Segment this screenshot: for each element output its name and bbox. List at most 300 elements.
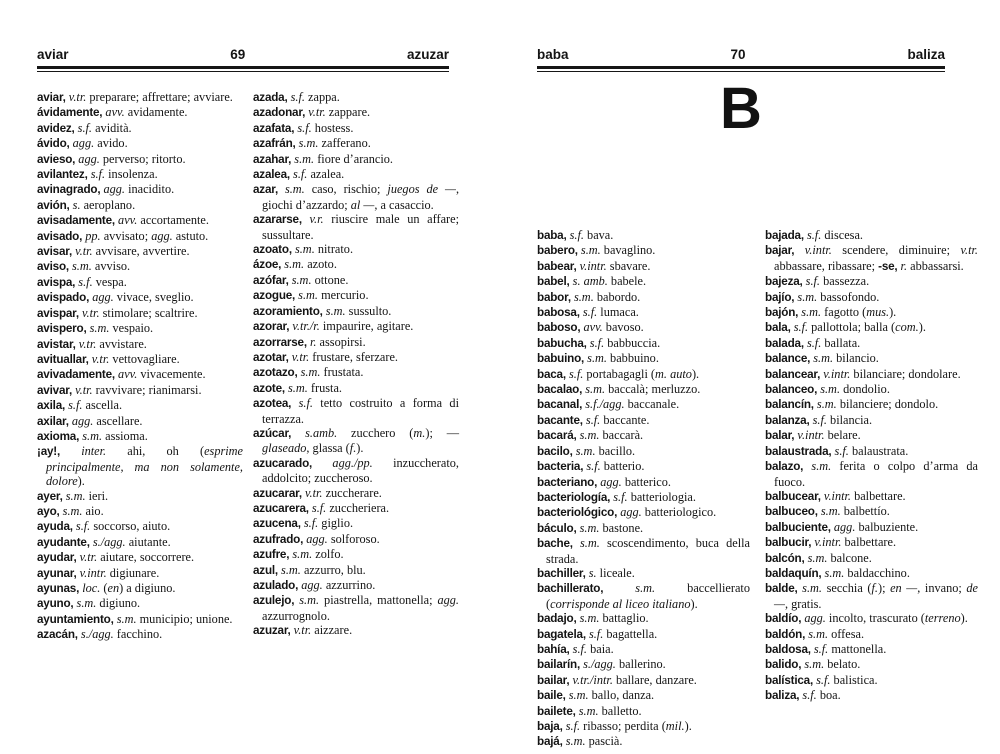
dictionary-entry — [253, 456, 459, 486]
dictionary-entry — [537, 611, 750, 626]
running-head-left-page — [37, 47, 449, 62]
entry-grammar-label: s.f. — [831, 443, 849, 458]
dictionary-entry — [37, 504, 243, 519]
entry-headword: bajar, — [765, 244, 795, 258]
entry-headword: azucarar, — [253, 486, 302, 500]
entry-grammar-label: v.r. — [301, 212, 324, 227]
entry-grammar-label: s.m. — [817, 382, 841, 397]
entry-grammar-label: s.m. — [291, 242, 315, 257]
entry-definition: vespa. — [92, 274, 127, 289]
dictionary-entry — [253, 623, 459, 638]
entry-headword: bala, — [765, 321, 791, 335]
dictionary-entry — [37, 121, 243, 136]
entry-headword: ázoe, — [253, 258, 282, 272]
entry-grammar-label: s.f. — [813, 672, 831, 687]
entry-definition: babbuccia. — [604, 335, 661, 350]
entry-grammar-label: agg. — [830, 519, 856, 534]
entry-grammar-label: s.m. — [805, 626, 829, 641]
dictionary-entry — [537, 413, 750, 428]
dictionary-entry — [537, 673, 750, 688]
entry-grammar-label: s. — [69, 197, 81, 212]
dictionary-entry — [537, 305, 750, 320]
entry-headword: avieso, — [37, 152, 76, 166]
entry-grammar-label: m. — [413, 425, 426, 440]
entry-grammar-label: s.f. — [583, 459, 601, 474]
entry-definition: aeroplano. — [80, 197, 136, 212]
entry-grammar-label: s.m. — [294, 593, 320, 608]
entry-definition: inzuccherato, addolcito; zuccheroso. — [262, 455, 459, 486]
entry-headword: azorrarse, — [253, 335, 307, 349]
entry-headword: avidez, — [37, 121, 75, 135]
entry-headword: balazo, — [765, 460, 804, 474]
entry-headword: azúcar, — [253, 426, 292, 440]
entry-headword: balance, — [765, 352, 811, 366]
entry-definition: ). — [918, 320, 926, 335]
entry-definition: ); — — [425, 425, 459, 440]
dictionary-entry — [537, 627, 750, 642]
dictionary-entry — [253, 242, 459, 257]
entry-grammar-label: s.f. — [562, 719, 581, 733]
entry-definition: bilancia. — [826, 412, 873, 427]
entry-headword: axilar, — [37, 414, 69, 428]
entry-definition: solforoso. — [327, 531, 380, 546]
dictionary-entry — [537, 259, 750, 274]
entry-grammar-label: s.m. — [803, 459, 832, 474]
entry-headword: azotar, — [253, 350, 289, 364]
entry-grammar-label: f. — [871, 581, 878, 596]
entry-definition: avviso. — [91, 259, 131, 274]
dictionary-entry — [537, 581, 750, 611]
dictionary-entry — [537, 734, 750, 749]
entry-definition: vivace, sveglio. — [113, 290, 194, 305]
entry-headword: balido, — [765, 658, 802, 672]
entry-definition: zolfo. — [312, 547, 344, 562]
entry-grammar-label: v.tr. — [960, 243, 978, 258]
header-double-rule — [37, 66, 449, 72]
entry-definition: municipio; unione. — [136, 611, 233, 626]
entry-definition: ferita o colpo d’arma da fuoco. — [774, 459, 978, 489]
dictionary-entry — [253, 563, 459, 578]
entry-grammar-label: agg. — [100, 182, 125, 197]
entry-grammar-label: s.f. — [803, 335, 822, 350]
entry-definition: hostess. — [311, 120, 354, 135]
entry-definition: ); — [877, 581, 891, 596]
entry-headword: ayudante, — [37, 535, 90, 549]
entry-grammar-label: agg. — [89, 290, 114, 305]
entry-grammar-label: agg. — [303, 531, 328, 546]
entry-headword: azufre, — [253, 548, 290, 562]
dictionary-entry — [37, 383, 243, 398]
entry-headword: azogue, — [253, 289, 296, 303]
entry-definition: avvisare, avvertire. — [92, 244, 190, 259]
entry-definition: avidamente. — [124, 105, 188, 120]
dictionary-entry — [37, 105, 243, 120]
entry-grammar-label: agg. — [298, 578, 323, 592]
entry-headword: ayunas, — [37, 582, 80, 595]
entry-definition: babordo. — [593, 289, 641, 304]
entry-definition: baccellierato ( — [546, 581, 750, 611]
entry-headword: azotazo, — [253, 366, 298, 380]
entry-definition: zuccheriera. — [326, 500, 390, 515]
dictionary-entry — [37, 275, 243, 290]
entry-headword: bache, — [537, 537, 573, 551]
dictionary-entry — [765, 611, 978, 626]
entry-grammar-label: al — — [350, 197, 375, 212]
entry-headword: azada, — [253, 91, 288, 104]
entry-definition: vettovagliare. — [109, 351, 180, 366]
entry-definition: inacidito. — [125, 182, 175, 197]
dictionary-entry — [37, 489, 243, 504]
dictionary-entry — [253, 136, 459, 151]
dictionary-entry — [765, 581, 978, 611]
entry-definition: balaustrata. — [848, 443, 909, 458]
entry-headword: babero, — [537, 244, 578, 258]
column-2 — [765, 228, 978, 750]
dictionary-entry — [37, 581, 243, 596]
entry-headword: baldón, — [765, 627, 806, 641]
entry-grammar-label: s.m. — [565, 688, 589, 703]
entry-headword: bailar, — [537, 673, 570, 687]
dictionary-entry — [765, 535, 978, 550]
dictionary-entry — [37, 259, 243, 274]
dictionary-entry — [253, 257, 459, 272]
entry-grammar-label: s.m. — [576, 520, 600, 535]
entry-grammar-label: s./agg. — [89, 534, 126, 549]
entry-grammar-label: s.m. — [289, 547, 313, 562]
entry-grammar-label: s.m. — [813, 397, 837, 412]
entry-definition: belare. — [824, 428, 861, 443]
dictionary-entry — [37, 612, 243, 627]
entry-grammar-label: v.tr. — [75, 336, 97, 351]
entry-grammar-label: avv. — [114, 213, 138, 228]
entry-grammar-label: avv. — [580, 320, 603, 335]
entry-definition: ribasso; perdita ( — [580, 719, 666, 733]
entry-grammar-label: agg./pp. — [312, 455, 373, 470]
entry-headword: avivar, — [37, 383, 72, 397]
entry-definition: dondolio. — [840, 382, 890, 397]
entry-definition: zappare. — [325, 105, 371, 120]
entry-headword: báculo, — [537, 521, 577, 535]
entry-definition: balbettare. — [851, 488, 906, 503]
dictionary-entry — [765, 336, 978, 351]
entry-grammar-label: s.m. — [73, 596, 97, 611]
section-letter-heading: B — [720, 76, 762, 141]
dictionary-entry — [253, 532, 459, 547]
entry-definition: ottone. — [311, 272, 349, 287]
entry-definition: offesa. — [828, 626, 865, 641]
entry-definition: balletto. — [598, 703, 642, 718]
entry-definition: belato. — [824, 657, 861, 672]
entry-definition: bilanciere; dondolo. — [836, 397, 939, 412]
entry-grammar-label: v.intr. — [576, 258, 607, 273]
entry-headword: avispado, — [37, 291, 90, 305]
entry-definition: , glassa ( — [306, 441, 350, 456]
entry-headword: balbucir, — [765, 536, 812, 550]
entry-definition: boa. — [816, 688, 841, 703]
entry-headword: bacteriología, — [537, 490, 611, 504]
entry-headword: azulejo, — [253, 594, 295, 608]
dictionary-entry — [537, 320, 750, 335]
dictionary-entry — [537, 290, 750, 305]
entry-definition: baccante. — [600, 412, 650, 427]
dictionary-entry — [765, 489, 978, 504]
dictionary-entry — [37, 321, 243, 336]
entry-headword: ávido, — [37, 137, 70, 151]
entry-definition: ). — [691, 366, 700, 381]
dictionary-entry — [765, 413, 978, 428]
entry-definition: baccanale. — [624, 397, 680, 412]
entry-headword: balbucear, — [765, 489, 821, 503]
entry-grammar-label: v.intr. — [794, 243, 832, 258]
entry-grammar-label: terreno — [924, 611, 961, 626]
dictionary-entry — [37, 566, 243, 581]
entry-definition: , invano; — [917, 581, 967, 596]
entry-grammar-label: agg. — [597, 474, 622, 489]
dictionary-entry — [37, 367, 243, 382]
entry-definition: zappa. — [304, 90, 340, 104]
dictionary-entry — [253, 212, 459, 242]
entry-headword: axioma, — [37, 429, 80, 443]
entry-headword: avilantez, — [37, 168, 88, 182]
dictionary-entry — [253, 547, 459, 562]
dictionary-entry — [765, 657, 978, 672]
dictionary-entry — [253, 396, 459, 426]
entry-definition: baia. — [587, 641, 614, 656]
entry-grammar-label: mil. — [665, 719, 685, 733]
page-70 — [537, 0, 977, 754]
entry-headword: aviso, — [37, 260, 69, 274]
entry-headword: ¡ay!, — [37, 445, 61, 459]
entry-definition: baccarà. — [599, 428, 644, 443]
entry-definition: batterico. — [621, 474, 671, 489]
entry-definition: bastone. — [599, 520, 644, 535]
entry-grammar-label: s.m. — [804, 550, 828, 565]
entry-definition: incolto, trascurato ( — [825, 611, 925, 626]
entry-definition: , a casaccio. — [374, 197, 434, 212]
dictionary-entry — [765, 274, 978, 289]
entry-grammar-label: v.tr./intr. — [569, 672, 613, 687]
entry-headword: avispa, — [37, 275, 76, 289]
entry-grammar-label: inter. — [60, 444, 107, 459]
page-number: 69 — [230, 47, 246, 62]
entry-definition: ). — [889, 305, 897, 320]
entry-grammar-label: s./agg. — [580, 657, 616, 672]
dictionary-entry — [537, 243, 750, 258]
dictionary-entry — [765, 290, 978, 305]
entry-grammar-label: s.m. — [797, 581, 822, 596]
entry-grammar-label: s.f. — [579, 305, 598, 320]
entry-grammar-label: s.m. — [801, 657, 825, 672]
entry-grammar-label: s.m. — [86, 321, 110, 336]
dictionary-entry — [765, 444, 978, 459]
column-1 — [537, 228, 750, 750]
entry-grammar-label: en — [107, 581, 120, 595]
entry-definition: ballata. — [821, 335, 861, 350]
dictionary-entry — [537, 382, 750, 397]
entry-grammar-label: s.m. — [570, 289, 594, 304]
entry-grammar-label: s.m. — [794, 289, 818, 304]
entry-grammar-label: agg. — [617, 505, 642, 520]
dictionary-entry — [37, 198, 243, 213]
entry-definition: balbuziente. — [855, 519, 919, 534]
entry-grammar-label: s.m. — [576, 428, 600, 443]
dictionary-entry — [537, 428, 750, 443]
dictionary-entry — [37, 337, 243, 352]
entry-definition: stimolare; scaltrire. — [99, 305, 198, 320]
entry-grammar-label: s.f. — [803, 228, 822, 242]
entry-definition: zucchero ( — [337, 425, 414, 440]
entry-definition: zuccherare. — [322, 485, 382, 500]
entry-definition: insolenza. — [105, 167, 158, 182]
entry-headword: ayo, — [37, 504, 60, 518]
entry-definition: , gratis. — [784, 596, 822, 611]
entry-definition: ballare, danzare. — [612, 672, 697, 687]
entry-definition: digiunare. — [106, 565, 160, 580]
dictionary-entry — [765, 428, 978, 443]
entry-grammar-label: en — — [890, 581, 918, 596]
entry-headword: azote, — [253, 381, 285, 395]
entry-headword: bajío, — [765, 290, 795, 304]
entry-grammar-label: avv. — [102, 105, 125, 120]
dictionary-entry — [37, 213, 243, 228]
dictionary-entry — [253, 426, 459, 456]
entry-headword: balbuciente, — [765, 520, 831, 534]
entry-headword: bacteriano, — [537, 475, 598, 489]
entry-definition: mercurio. — [318, 288, 369, 303]
entry-grammar-label: loc. — [79, 581, 101, 595]
dictionary-entry — [765, 243, 978, 274]
entry-headword: bagatela, — [537, 627, 586, 641]
entry-definition: mattonella. — [828, 641, 887, 656]
dictionary-entry — [537, 274, 750, 289]
entry-grammar-label: s.m. — [577, 243, 601, 258]
entry-definition: avidità. — [92, 120, 132, 135]
guide-word-first: baba — [537, 47, 569, 62]
entry-grammar-label: v.tr. — [88, 351, 110, 366]
entry-definition: balbettío. — [840, 504, 890, 519]
entry-grammar-label: s.m. — [113, 611, 137, 626]
dictionary-entry — [253, 182, 459, 212]
entry-headword: azufrado, — [253, 532, 304, 546]
entry-headword: bacteriológico, — [537, 506, 618, 520]
entry-grammar-label: s.m. — [68, 259, 92, 274]
entry-definition: pallottola; balla ( — [808, 320, 896, 335]
entry-headword: bailete, — [537, 704, 576, 718]
entry-grammar-label: agg. — [75, 151, 100, 166]
entry-grammar-label: corrisponde al liceo italiano — [550, 596, 691, 611]
entry-definition: azalea. — [307, 167, 345, 182]
entry-grammar-label: s.m. — [603, 581, 656, 596]
dictionary-entry — [765, 228, 978, 243]
entry-headword: baboso, — [537, 321, 581, 335]
entry-headword: azotea, — [253, 397, 292, 411]
entry-headword: balística, — [765, 673, 814, 687]
entry-grammar-label: s.f. — [790, 320, 809, 335]
entry-grammar-label: s.m. — [576, 611, 600, 626]
dictionary-entry — [253, 304, 459, 319]
entry-grammar-label: v.tr. — [72, 244, 93, 259]
dictionary-entry — [253, 486, 459, 501]
entry-headword: baldosa, — [765, 642, 811, 656]
entry-definition: tetto costruito a forma di terrazza. — [262, 396, 459, 426]
entry-grammar-label: s.m. — [297, 365, 321, 380]
entry-grammar-label: s.m. — [810, 351, 834, 366]
entry-headword: azófar, — [253, 273, 289, 287]
guide-word-last: azuzar — [406, 47, 449, 62]
entry-headword: avispero, — [37, 322, 87, 336]
entry-grammar-label: glaseado — [262, 441, 307, 456]
dictionary-entry — [765, 566, 978, 581]
entry-grammar-label: agg. — [69, 136, 95, 151]
entry-grammar-label: v.tr. — [72, 382, 93, 397]
entry-headword: baca, — [537, 367, 566, 381]
dictionary-entry — [537, 536, 750, 566]
entry-headword: balancín, — [765, 398, 814, 412]
entry-definition: avido. — [94, 136, 128, 151]
entry-headword: ayuno, — [37, 597, 74, 611]
entry-headword: balancear, — [765, 367, 821, 381]
entry-grammar-label: v.tr. — [78, 305, 100, 320]
entry-headword: balbuceo, — [765, 505, 818, 519]
entry-headword: baldío, — [765, 612, 802, 626]
entry-grammar-label: mus. — [866, 305, 890, 320]
entry-grammar-label: s.m. — [798, 305, 822, 320]
entry-definition: azzurrognolo. — [262, 608, 330, 623]
dictionary-entry — [37, 306, 243, 321]
page-number: 70 — [730, 47, 746, 62]
entry-grammar-label: s.m. — [572, 443, 596, 458]
dictionary-entry — [765, 673, 978, 688]
entry-grammar-label: f. — [349, 441, 357, 456]
dictionary-entry — [537, 657, 750, 672]
entry-grammar-label: s.m. — [821, 565, 845, 580]
entry-definition: avvistare. — [96, 336, 147, 351]
entry-grammar-label: s.f. — [586, 335, 605, 350]
entry-definition: bavoso. — [602, 320, 644, 335]
entry-definition: scoscendimento, buca della strada. — [546, 536, 751, 566]
entry-definition: ravvivare; rianimarsi. — [92, 382, 202, 397]
entry-headword: bacalao, — [537, 383, 583, 397]
entry-definition: vivacemente. — [137, 367, 206, 382]
entry-grammar-label: s.f. — [610, 489, 628, 504]
dictionary-entry — [765, 627, 978, 642]
entry-grammar-label: s.f. — [799, 688, 817, 703]
entry-definition: giglio. — [318, 516, 354, 531]
entry-definition: bassofondo. — [817, 289, 880, 304]
entry-definition: bavaglino. — [600, 243, 656, 258]
entry-definition: ). — [77, 474, 85, 489]
entry-definition: digiuno. — [96, 596, 141, 611]
entry-headword: bajeza, — [765, 275, 803, 289]
entry-headword: bacante, — [537, 413, 583, 427]
dictionary-entry — [765, 305, 978, 320]
entry-definition: ieri. — [85, 488, 109, 503]
entry-definition: aizzare. — [311, 623, 353, 638]
entry-definition: preparare; affrettare; avviare. — [86, 90, 233, 104]
entry-grammar-label: s.f. — [582, 412, 601, 427]
entry-definition: balbettare. — [841, 535, 897, 550]
entry-definition: ballerino. — [615, 657, 666, 672]
entry-definition: azoto. — [304, 257, 337, 272]
entry-grammar-label: s.f. — [809, 412, 827, 427]
dictionary-entry — [37, 136, 243, 151]
entry-headword: azar, — [253, 183, 278, 197]
dictionary-entry — [253, 319, 459, 334]
entry-grammar-label: de — — [774, 581, 978, 611]
entry-definition: babele. — [607, 274, 647, 289]
entry-headword: balar, — [765, 429, 795, 443]
entry-grammar-label: v.tr. — [76, 550, 98, 565]
